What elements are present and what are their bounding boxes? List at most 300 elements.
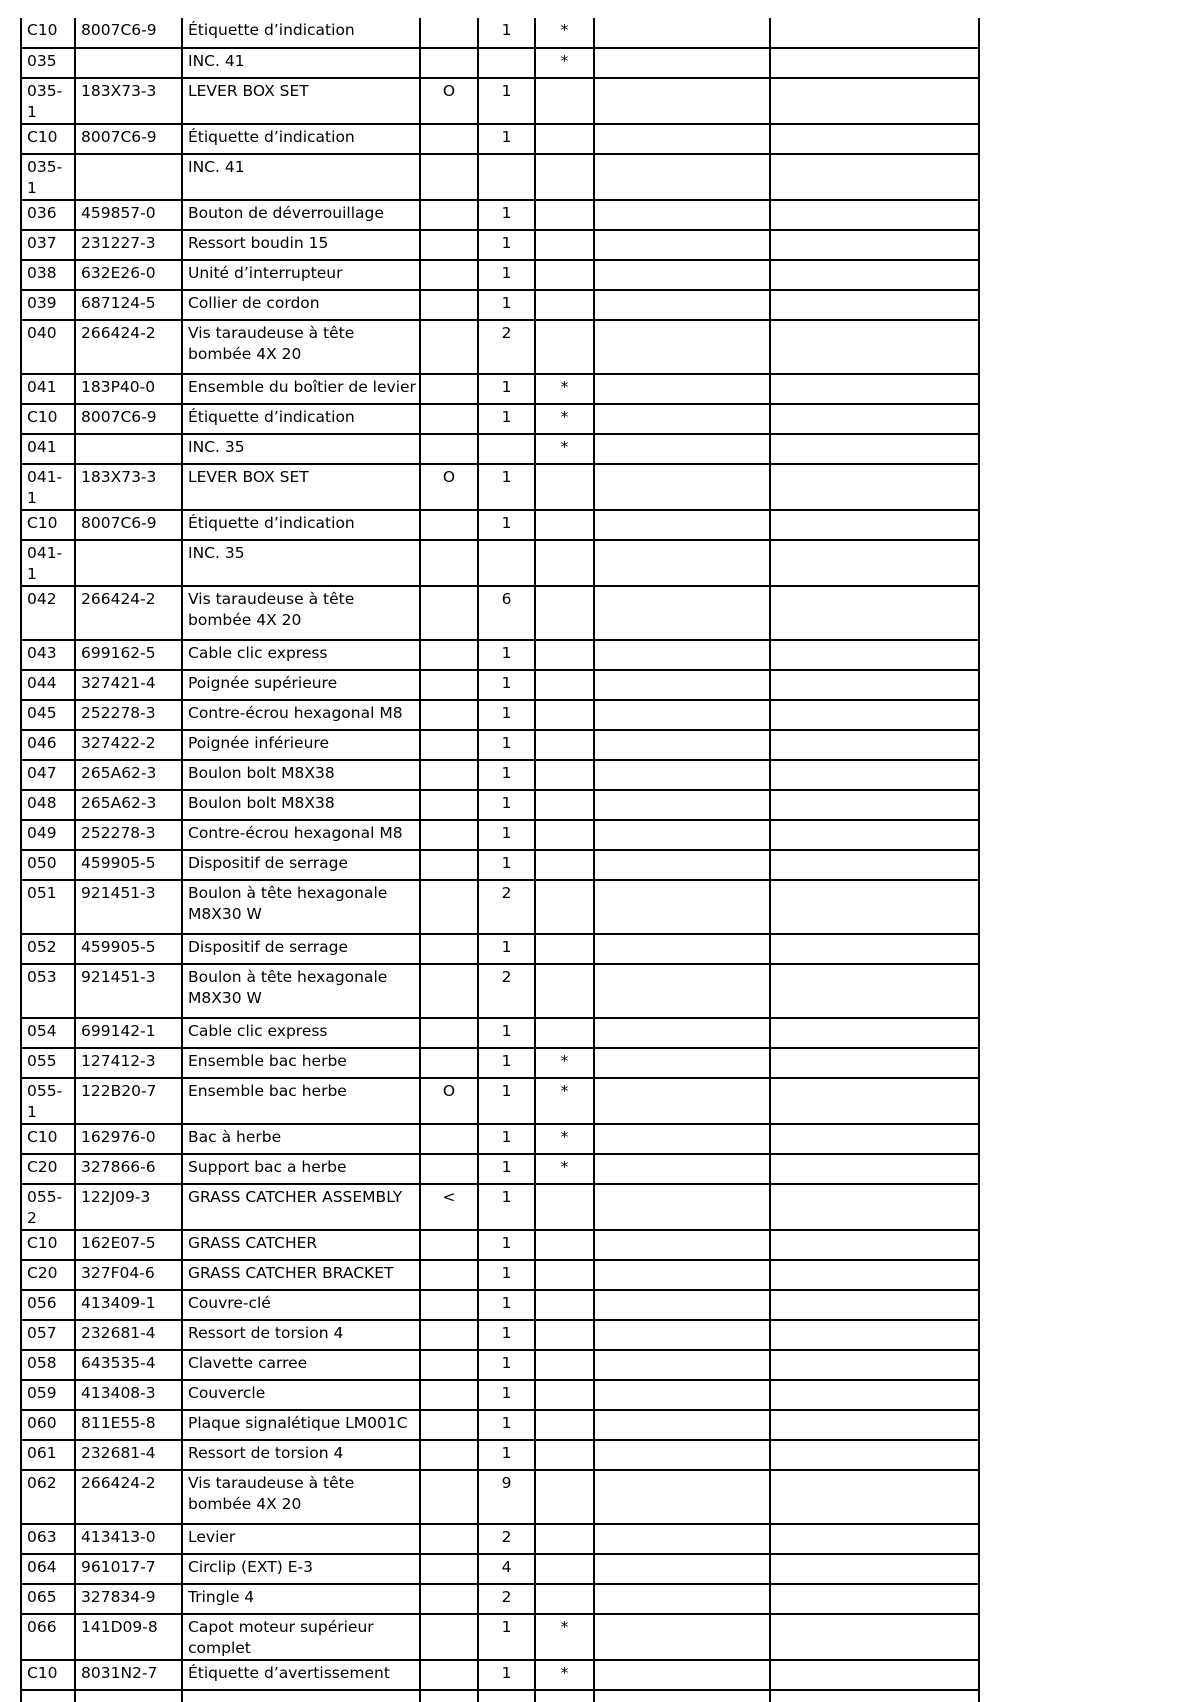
asterisk-mark-cell	[535, 320, 594, 374]
part-number-cell: 8007C6-9	[75, 404, 182, 434]
part-number-cell: 162E07-5	[75, 1230, 182, 1260]
asterisk-mark-cell	[535, 1380, 594, 1410]
description-cell: Boulon à tête hexagonale M8X30 W	[182, 964, 420, 1018]
table-row	[21, 404, 979, 434]
parts-table	[20, 18, 980, 1702]
table-row	[21, 1350, 979, 1380]
description-cell: Contre-écrou hexagonal M8	[182, 700, 420, 730]
quantity-cell: 1	[478, 374, 535, 404]
ref-number-cell: 038	[21, 260, 75, 290]
empty-cell	[770, 1048, 979, 1078]
quantity-cell: 1	[478, 1048, 535, 1078]
quantity-cell: 4	[478, 1554, 535, 1584]
asterisk-mark-cell: *	[535, 434, 594, 464]
table-row	[21, 18, 979, 48]
empty-cell	[770, 290, 979, 320]
table-row	[21, 434, 979, 464]
description-cell: INC. 35	[182, 540, 420, 586]
table-row	[21, 1184, 979, 1230]
empty-cell	[594, 1230, 770, 1260]
description-cell: Cable clic express	[182, 1018, 420, 1048]
part-number-cell: 327F04-6	[75, 1260, 182, 1290]
asterisk-mark-cell	[535, 1554, 594, 1584]
part-number-cell: 266424-2	[75, 320, 182, 374]
empty-cell	[594, 290, 770, 320]
interchange-flag-cell	[420, 640, 478, 670]
description-cell: Poignée inférieure	[182, 730, 420, 760]
empty-cell	[594, 934, 770, 964]
empty-cell	[594, 820, 770, 850]
empty-cell	[770, 1018, 979, 1048]
part-number-cell: 162976-0	[75, 1124, 182, 1154]
part-number-cell	[75, 434, 182, 464]
table-row	[21, 290, 979, 320]
description-cell: Contre-écrou hexagonal M8	[182, 820, 420, 850]
empty-cell	[594, 1350, 770, 1380]
description-cell: Étiquette d’indication	[182, 404, 420, 434]
quantity-cell	[478, 154, 535, 200]
part-number-cell: 921451-3	[75, 880, 182, 934]
interchange-flag-cell	[420, 586, 478, 640]
table-row	[21, 464, 979, 510]
empty-cell	[594, 730, 770, 760]
description-cell: Boulon bolt M8X38	[182, 790, 420, 820]
asterisk-mark-cell	[535, 700, 594, 730]
ref-number-cell: 035	[21, 48, 75, 78]
table-row	[21, 934, 979, 964]
part-number-cell: 232681-4	[75, 1440, 182, 1470]
empty-cell	[594, 880, 770, 934]
interchange-flag-cell	[420, 540, 478, 586]
description-cell: Étiquette d’indication	[182, 124, 420, 154]
quantity-cell: 1	[478, 1078, 535, 1124]
quantity-cell: 2	[478, 964, 535, 1018]
interchange-flag-cell	[420, 790, 478, 820]
quantity-cell: 1	[478, 510, 535, 540]
description-cell: Vis taraudeuse à tête bombée 4X 20	[182, 1470, 420, 1524]
quantity-cell: 1	[478, 1320, 535, 1350]
empty-cell	[594, 1524, 770, 1554]
ref-number-cell: 041	[21, 374, 75, 404]
interchange-flag-cell	[420, 1470, 478, 1524]
empty-cell	[770, 670, 979, 700]
interchange-flag-cell	[420, 1048, 478, 1078]
empty-cell	[594, 1614, 770, 1660]
asterisk-mark-cell	[535, 1410, 594, 1440]
interchange-flag-cell	[420, 820, 478, 850]
quantity-cell	[478, 540, 535, 586]
empty-cell	[770, 730, 979, 760]
empty-cell	[594, 320, 770, 374]
interchange-flag-cell	[420, 510, 478, 540]
empty-cell	[770, 1078, 979, 1124]
ref-number-cell: C20	[21, 1154, 75, 1184]
quantity-cell: 1	[478, 18, 535, 48]
ref-number-cell: 046	[21, 730, 75, 760]
interchange-flag-cell	[420, 404, 478, 434]
ref-number-cell: 042	[21, 586, 75, 640]
empty-cell	[770, 1230, 979, 1260]
asterisk-mark-cell	[535, 820, 594, 850]
part-number-cell	[75, 48, 182, 78]
description-cell: Vis taraudeuse à tête bombée 4X 20	[182, 320, 420, 374]
empty-cell	[594, 48, 770, 78]
ref-number-cell: 055-1	[21, 1078, 75, 1124]
quantity-cell: 6	[478, 586, 535, 640]
asterisk-mark-cell	[535, 510, 594, 540]
quantity-cell: 1	[478, 124, 535, 154]
quantity-cell: 2	[478, 880, 535, 934]
description-cell: Bouton de déverrouillage	[182, 200, 420, 230]
quantity-cell: 2	[478, 1524, 535, 1554]
empty-cell	[770, 540, 979, 586]
table-row	[21, 700, 979, 730]
table-row	[21, 1440, 979, 1470]
table-row	[21, 1018, 979, 1048]
empty-cell	[594, 154, 770, 200]
asterisk-mark-cell	[535, 1350, 594, 1380]
ref-number-cell: 041-1	[21, 540, 75, 586]
description-cell: INC. 41	[182, 48, 420, 78]
part-number-cell: 183P40-0	[75, 374, 182, 404]
interchange-flag-cell	[420, 1524, 478, 1554]
empty-cell	[770, 1124, 979, 1154]
ref-number-cell: C10	[21, 1124, 75, 1154]
part-number-cell: 252278-3	[75, 700, 182, 730]
interchange-flag-cell	[420, 230, 478, 260]
part-number-cell: 183X73-3	[75, 464, 182, 510]
part-number-cell: 961017-7	[75, 1554, 182, 1584]
empty-cell	[770, 154, 979, 200]
interchange-flag-cell	[420, 880, 478, 934]
empty-cell	[770, 1440, 979, 1470]
ref-number-cell: 051	[21, 880, 75, 934]
empty-cell	[594, 1184, 770, 1230]
asterisk-mark-cell	[535, 790, 594, 820]
description-cell: Capot moteur supérieur complet	[182, 1614, 420, 1660]
description-cell: Vis taraudeuse à tête bombée 4X 20	[182, 586, 420, 640]
asterisk-mark-cell	[535, 290, 594, 320]
asterisk-mark-cell	[535, 670, 594, 700]
ref-number-cell: 058	[21, 1350, 75, 1380]
empty-cell	[770, 1320, 979, 1350]
empty-cell	[770, 964, 979, 1018]
asterisk-mark-cell	[535, 124, 594, 154]
asterisk-mark-cell	[535, 586, 594, 640]
ref-number-cell: 059	[21, 1380, 75, 1410]
quantity-cell: 2	[478, 320, 535, 374]
asterisk-mark-cell	[535, 200, 594, 230]
empty-cell	[594, 200, 770, 230]
asterisk-mark-cell: *	[535, 1614, 594, 1660]
description-cell: Boulon à tête hexagonale M8X30 W	[182, 880, 420, 934]
asterisk-mark-cell	[535, 260, 594, 290]
quantity-cell: 1	[478, 850, 535, 880]
table-row	[21, 964, 979, 1018]
empty-cell	[770, 1154, 979, 1184]
quantity-cell: 1	[478, 790, 535, 820]
empty-cell	[535, 1690, 594, 1702]
empty-cell	[182, 1690, 420, 1702]
ref-number-cell: 035-1	[21, 154, 75, 200]
table-row	[21, 1154, 979, 1184]
empty-cell	[594, 1690, 770, 1702]
empty-cell	[770, 820, 979, 850]
empty-cell	[594, 790, 770, 820]
empty-cell	[770, 230, 979, 260]
description-cell: Unité d’interrupteur	[182, 260, 420, 290]
asterisk-mark-cell: *	[535, 1154, 594, 1184]
ref-number-cell: C10	[21, 124, 75, 154]
description-cell: Plaque signalétique LM001C	[182, 1410, 420, 1440]
empty-cell	[594, 670, 770, 700]
empty-cell	[594, 230, 770, 260]
table-row	[21, 320, 979, 374]
description-cell: Dispositif de serrage	[182, 934, 420, 964]
empty-cell	[770, 1290, 979, 1320]
quantity-cell: 2	[478, 1584, 535, 1614]
table-row	[21, 154, 979, 200]
empty-cell	[770, 260, 979, 290]
part-number-cell: 8031N2-7	[75, 1660, 182, 1690]
empty-cell	[594, 78, 770, 124]
interchange-flag-cell	[420, 320, 478, 374]
ref-number-cell: 057	[21, 1320, 75, 1350]
empty-cell	[594, 260, 770, 290]
table-row	[21, 200, 979, 230]
empty-cell	[594, 124, 770, 154]
quantity-cell: 1	[478, 640, 535, 670]
ref-number-cell: 054	[21, 1018, 75, 1048]
ref-number-cell: 041-1	[21, 464, 75, 510]
ref-number-cell: 044	[21, 670, 75, 700]
part-number-cell: 413409-1	[75, 1290, 182, 1320]
empty-cell	[594, 510, 770, 540]
quantity-cell: 1	[478, 200, 535, 230]
table-row	[21, 230, 979, 260]
ref-number-cell: C10	[21, 1660, 75, 1690]
ref-number-cell: C10	[21, 404, 75, 434]
interchange-flag-cell	[420, 700, 478, 730]
ref-number-cell: 060	[21, 1410, 75, 1440]
part-number-cell: 122J09-3	[75, 1184, 182, 1230]
ref-number-cell: 053	[21, 964, 75, 1018]
table-row	[21, 1584, 979, 1614]
interchange-flag-cell	[420, 1124, 478, 1154]
quantity-cell: 1	[478, 1184, 535, 1230]
description-cell: Levier	[182, 1524, 420, 1554]
part-number-cell: 632E26-0	[75, 260, 182, 290]
part-number-cell: 921451-3	[75, 964, 182, 1018]
quantity-cell	[478, 48, 535, 78]
ref-number-cell: 055	[21, 1048, 75, 1078]
interchange-flag-cell	[420, 760, 478, 790]
part-number-cell: 231227-3	[75, 230, 182, 260]
description-cell: INC. 35	[182, 434, 420, 464]
quantity-cell: 1	[478, 404, 535, 434]
table-row	[21, 1230, 979, 1260]
empty-cell	[770, 1470, 979, 1524]
part-number-cell: 459857-0	[75, 200, 182, 230]
ref-number-cell: 035-1	[21, 78, 75, 124]
ref-number-cell: C10	[21, 18, 75, 48]
asterisk-mark-cell: *	[535, 1124, 594, 1154]
quantity-cell: 1	[478, 1260, 535, 1290]
asterisk-mark-cell	[535, 1470, 594, 1524]
empty-cell	[21, 1690, 75, 1702]
asterisk-mark-cell	[535, 964, 594, 1018]
interchange-flag-cell	[420, 1230, 478, 1260]
table-row	[21, 670, 979, 700]
empty-cell	[594, 640, 770, 670]
ref-number-cell: 047	[21, 760, 75, 790]
empty-cell	[770, 586, 979, 640]
description-cell: Poignée supérieure	[182, 670, 420, 700]
part-number-cell: 122B20-7	[75, 1078, 182, 1124]
empty-cell	[594, 1048, 770, 1078]
quantity-cell: 1	[478, 1154, 535, 1184]
quantity-cell: 1	[478, 1380, 535, 1410]
part-number-cell: 127412-3	[75, 1048, 182, 1078]
part-number-cell: 327866-6	[75, 1154, 182, 1184]
quantity-cell: 1	[478, 290, 535, 320]
table-row	[21, 1320, 979, 1350]
table-row	[21, 1614, 979, 1660]
quantity-cell: 1	[478, 1350, 535, 1380]
empty-cell	[770, 1660, 979, 1690]
table-row	[21, 1078, 979, 1124]
empty-cell	[770, 78, 979, 124]
table-row	[21, 1660, 979, 1690]
description-cell: Support bac a herbe	[182, 1154, 420, 1184]
table-row-continuation	[21, 1690, 979, 1702]
asterisk-mark-cell	[535, 1018, 594, 1048]
empty-cell	[770, 1184, 979, 1230]
interchange-flag-cell	[420, 18, 478, 48]
interchange-flag-cell	[420, 934, 478, 964]
table-row	[21, 820, 979, 850]
asterisk-mark-cell	[535, 540, 594, 586]
asterisk-mark-cell	[535, 1290, 594, 1320]
empty-cell	[770, 1410, 979, 1440]
asterisk-mark-cell	[535, 640, 594, 670]
interchange-flag-cell	[420, 1584, 478, 1614]
empty-cell	[594, 464, 770, 510]
empty-cell	[594, 964, 770, 1018]
empty-cell	[770, 700, 979, 730]
part-number-cell: 327834-9	[75, 1584, 182, 1614]
ref-number-cell: 048	[21, 790, 75, 820]
asterisk-mark-cell	[535, 730, 594, 760]
ref-number-cell: 055-2	[21, 1184, 75, 1230]
empty-cell	[594, 1470, 770, 1524]
table-row	[21, 1470, 979, 1524]
interchange-flag-cell	[420, 434, 478, 464]
empty-cell	[594, 1154, 770, 1184]
asterisk-mark-cell: *	[535, 1048, 594, 1078]
empty-cell	[770, 48, 979, 78]
quantity-cell: 1	[478, 78, 535, 124]
asterisk-mark-cell	[535, 934, 594, 964]
description-cell: Étiquette d’indication	[182, 510, 420, 540]
table-row	[21, 1410, 979, 1440]
table-row	[21, 850, 979, 880]
interchange-flag-cell	[420, 374, 478, 404]
quantity-cell: 1	[478, 670, 535, 700]
quantity-cell: 1	[478, 820, 535, 850]
ref-number-cell: 045	[21, 700, 75, 730]
empty-cell	[594, 1290, 770, 1320]
empty-cell	[594, 1124, 770, 1154]
empty-cell	[770, 1690, 979, 1702]
interchange-flag-cell	[420, 1018, 478, 1048]
quantity-cell	[478, 434, 535, 464]
quantity-cell: 1	[478, 1660, 535, 1690]
empty-cell	[594, 1584, 770, 1614]
part-number-cell: 459905-5	[75, 850, 182, 880]
part-number-cell: 699142-1	[75, 1018, 182, 1048]
interchange-flag-cell	[420, 260, 478, 290]
asterisk-mark-cell	[535, 1320, 594, 1350]
quantity-cell: 1	[478, 730, 535, 760]
table-row	[21, 880, 979, 934]
description-cell: Ensemble bac herbe	[182, 1078, 420, 1124]
part-number-cell: 141D09-8	[75, 1614, 182, 1660]
empty-cell	[770, 1380, 979, 1410]
ref-number-cell: 062	[21, 1470, 75, 1524]
table-row	[21, 510, 979, 540]
description-cell: GRASS CATCHER ASSEMBLY	[182, 1184, 420, 1230]
asterisk-mark-cell	[535, 760, 594, 790]
table-row	[21, 374, 979, 404]
description-cell: GRASS CATCHER BRACKET	[182, 1260, 420, 1290]
ref-number-cell: 052	[21, 934, 75, 964]
quantity-cell: 1	[478, 1290, 535, 1320]
description-cell: INC. 41	[182, 154, 420, 200]
empty-cell	[594, 18, 770, 48]
table-row	[21, 48, 979, 78]
part-number-cell	[75, 540, 182, 586]
description-cell: Boulon bolt M8X38	[182, 760, 420, 790]
description-cell: Collier de cordon	[182, 290, 420, 320]
part-number-cell: 265A62-3	[75, 760, 182, 790]
description-cell: LEVER BOX SET	[182, 464, 420, 510]
quantity-cell: 1	[478, 464, 535, 510]
part-number-cell: 643535-4	[75, 1350, 182, 1380]
asterisk-mark-cell: *	[535, 48, 594, 78]
description-cell: Étiquette d’avertissement	[182, 1660, 420, 1690]
ref-number-cell: 037	[21, 230, 75, 260]
empty-cell	[770, 1614, 979, 1660]
part-number-cell: 8007C6-9	[75, 510, 182, 540]
interchange-flag-cell	[420, 1614, 478, 1660]
description-cell: Ensemble bac herbe	[182, 1048, 420, 1078]
asterisk-mark-cell: *	[535, 18, 594, 48]
asterisk-mark-cell	[535, 1260, 594, 1290]
interchange-flag-cell	[420, 1154, 478, 1184]
empty-cell	[594, 700, 770, 730]
empty-cell	[594, 586, 770, 640]
table-row	[21, 586, 979, 640]
asterisk-mark-cell	[535, 464, 594, 510]
interchange-flag-cell	[420, 290, 478, 320]
interchange-flag-cell	[420, 1290, 478, 1320]
part-number-cell: 252278-3	[75, 820, 182, 850]
part-number-cell: 266424-2	[75, 586, 182, 640]
empty-cell	[420, 1690, 478, 1702]
ref-number-cell: 066	[21, 1614, 75, 1660]
interchange-flag-cell: O	[420, 78, 478, 124]
